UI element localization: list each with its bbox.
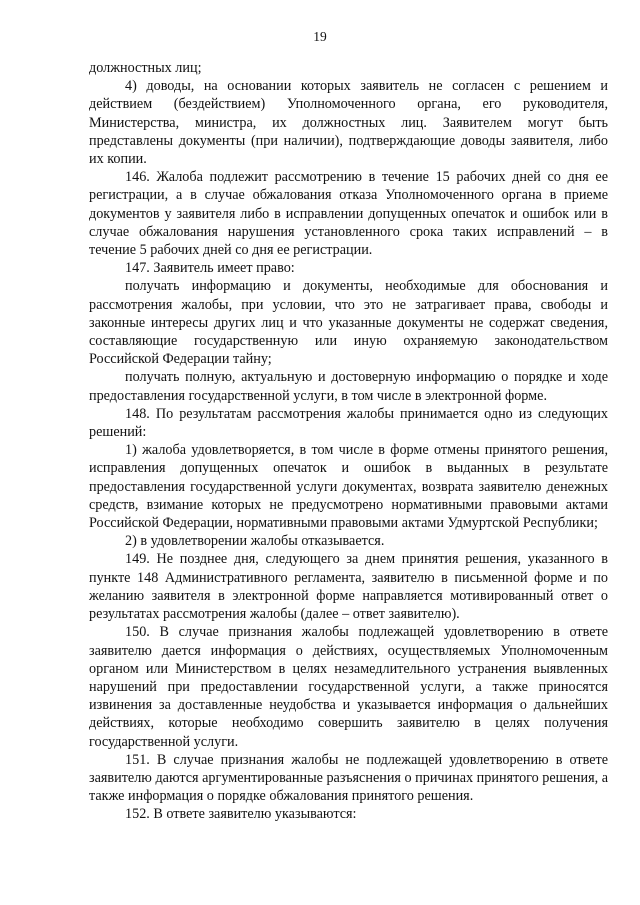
paragraph-150: 150. В случае признания жалобы подлежащей удовлетворению в ответе заявителю дается информация о действиях, осуществляемых Уполномоченным органом или Министерством в целях незамедлительного устранения выявленных нарушений при предоставлении государственной услуги, а также приносятся извинения за доставленные неудобства и указывается информация о дальнейших действиях, которые необходимо совершить заявителю в целях получения государственной услуги. (89, 624, 608, 750)
paragraph-147-right-1: получать информацию и документы, необходимые для обоснования и рассмотрения жалобы, при условии, что это не затрагивает права, свободы и законные интересы других лиц и что указанные документы не содержат сведения, составляющие государственную или иную охраняемую законодательством Российской Федерации тайну; (89, 278, 608, 368)
paragraph-147: 147. Заявитель имеет право: (125, 260, 295, 277)
paragraph-152: 152. В ответе заявителю указываются: (125, 806, 357, 823)
paragraph-149: 149. Не позднее дня, следующего за днем принятия решения, указанного в пункте 148 Административного регламента, заявителю в письменной форме и по желанию заявителя в электронной форме направляется мотивированный ответ о результатах рассмотрения жалобы (далее – ответ заявителю). (89, 551, 608, 623)
document-body (89, 59, 608, 824)
paragraph-146: 146. Жалоба подлежит рассмотрению в течение 15 рабочих дней со дня ее регистрации, а в случае обжалования отказа Уполномоченного органа в приеме документов у заявителя либо в исправлении допущенных опечаток и ошибок или в случае обжалования нарушения установленного срока таких исправлений – в течение 5 рабочих дней со дня ее регистрации. (89, 169, 608, 259)
paragraph-item-4: 4) доводы, на основании которых заявитель не согласен с решением и действием (бездействием) Уполномоченного органа, его руководителя, Министерства, министра, их должностных лиц. Заявителем могут быть представлены документы (при наличии), подтверждающие доводы заявителя, либо их копии. (89, 78, 608, 168)
paragraph-148-item-2: 2) в удовлетворении жалобы отказывается. (125, 533, 385, 550)
paragraph-continuation: должностных лиц; (89, 60, 202, 76)
paragraph-148: 148. По результатам рассмотрения жалобы принимается одно из следующих решений: (89, 405, 608, 441)
paragraph-148-item-1: 1) жалоба удовлетворяется, в том числе в форме отмены принятого решения, исправления допущенных опечаток и ошибок в выданных в результате предоставления государственной услуги документах, возврата заявителю денежных средств, взимание которых не предусмотрено нормативными правовыми актами Российской Федерации, нормативными правовыми актами Удмуртской Республики; (89, 442, 608, 532)
paragraph-151: 151. В случае признания жалобы не подлежащей удовлетворению в ответе заявителю даются аргументированные разъяснения о причинах принятого решения, а также информация о порядке обжалования принятого решения. (89, 751, 609, 805)
page-number: 19 (313, 29, 327, 44)
paragraph-147-right-2: получать полную, актуальную и достоверную информацию о порядке и ходе предоставления государственной услуги, в том числе в электронной форме. (89, 369, 608, 404)
